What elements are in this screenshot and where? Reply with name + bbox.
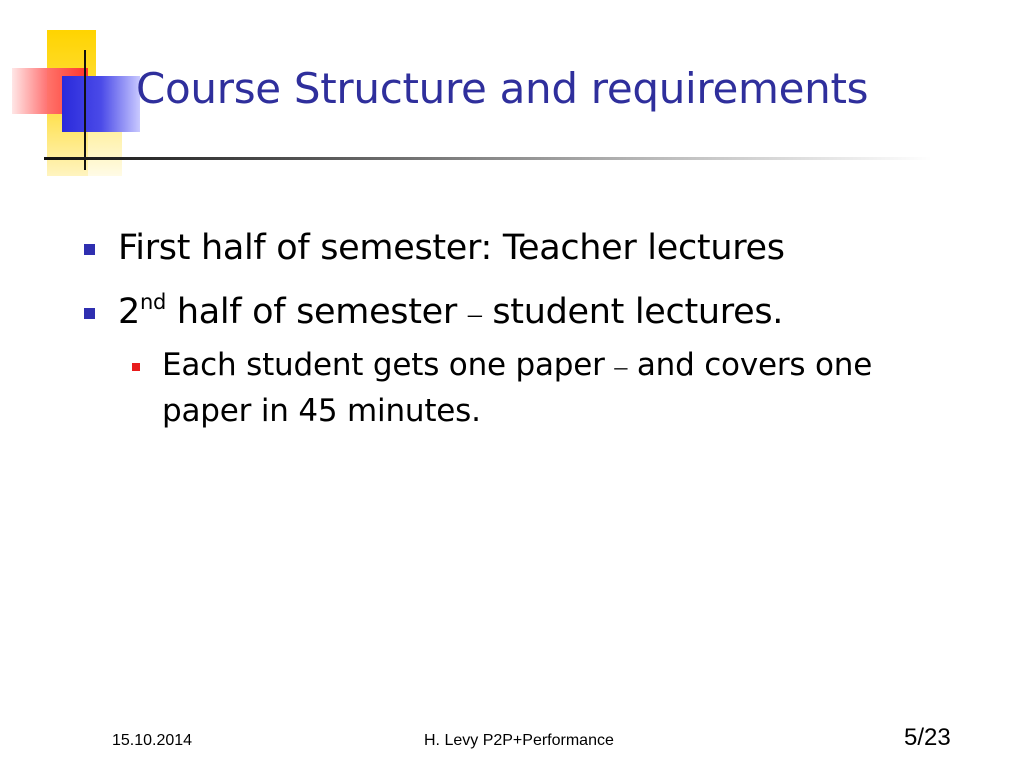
bullet-text-prefix: 2 xyxy=(118,292,140,332)
footer-author-title: H. Levy P2P+Performance xyxy=(424,732,614,749)
slide-number: 5/23 xyxy=(904,724,951,751)
bullet-list xyxy=(80,226,960,447)
sub-bullet-text-dash: – xyxy=(614,352,628,381)
bullet-item-first-half xyxy=(80,226,960,270)
blue-square-bullet-icon xyxy=(84,244,95,255)
decoration-blue-block xyxy=(62,76,140,132)
bullet-text: First half of semester: Teacher lectures xyxy=(118,228,785,268)
bullet-text-middle: half of semester xyxy=(166,292,468,332)
decoration-yellow-fade-block xyxy=(88,128,122,176)
blue-square-bullet-icon xyxy=(84,308,95,319)
bullet-text-suffix: student lectures. xyxy=(481,292,784,332)
red-square-bullet-icon xyxy=(132,363,140,371)
bullet-text-superscript: nd xyxy=(139,290,167,314)
slide-title: Course Structure and requirements xyxy=(136,64,869,113)
footer-date: 15.10.2014 xyxy=(112,732,193,749)
sub-bullet-text-part2: and covers one paper in 45 minutes. xyxy=(162,347,873,429)
sub-bullet-text-part1: Each student gets one paper xyxy=(162,347,615,383)
decoration-vertical-line xyxy=(84,50,86,170)
bullet-item-second-half xyxy=(80,290,960,337)
sub-bullet-item-paper xyxy=(162,343,922,433)
bullet-text-dash: – xyxy=(467,299,482,330)
title-underline xyxy=(44,157,932,160)
